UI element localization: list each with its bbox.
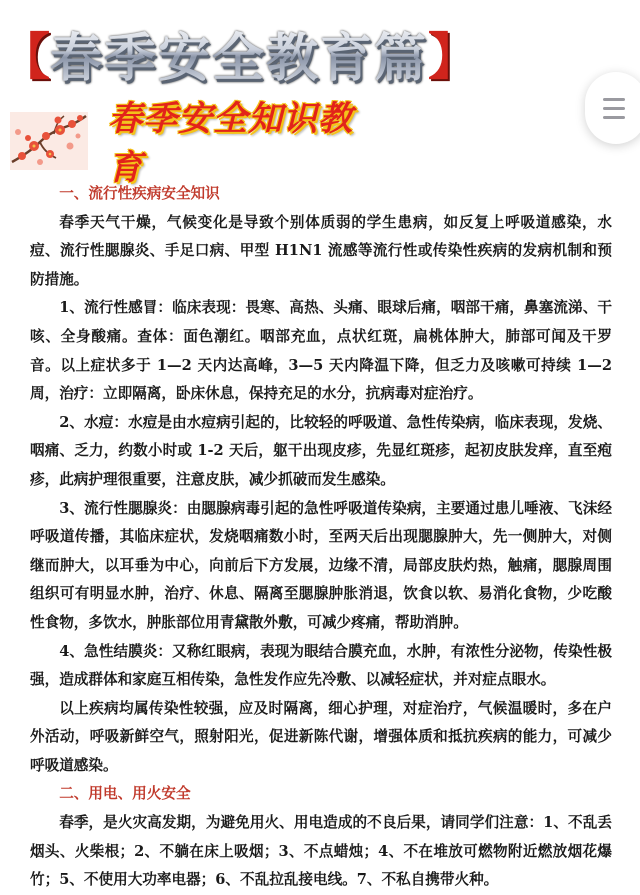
- menu-line: [603, 116, 625, 119]
- paragraph: 2、水痘：水痘是由水痘病引起的，比较轻的呼吸道、急性传染病，临床表现，发烧、咽痛、乏力，约数小时或 1-2 天后，躯干出现皮疹，先显红斑疹，起初皮肤发痒，直至疱疹，此病护理很重要，注意皮肤，减少抓破而发生感染。: [30, 413, 612, 488]
- paragraph: 春季天气干燥，气候变化是导致个别体质弱的学生患病，如反复上呼吸道感染，水痘、流行性腮腺炎、手足口病、甲型 H1N1 流感等流行性或传染性疾病的发病机制和预防措施。: [30, 213, 612, 288]
- plum-blossom-icon: [10, 112, 88, 170]
- section-heading: 二、用电、用火安全: [59, 785, 191, 803]
- hamburger-menu-icon[interactable]: [585, 72, 640, 144]
- article-body: [30, 180, 612, 895]
- banner-title: 春季安全教育篇: [50, 16, 428, 91]
- section-heading: 一、流行性疾病安全知识: [59, 185, 220, 202]
- section-subtitle: 春季安全知识教育: [108, 99, 353, 188]
- banner-bracket-left: 【: [0, 28, 50, 86]
- page-banner: [0, 14, 520, 92]
- paragraph: 春季，是火灾高发期，为避免用火、用电造成的不良后果，请同学们注意：1、不乱丢烟头、火柴根；2、不躺在床上吸烟；3、不点蜡烛；4、不在堆放可燃物附近燃放烟花爆竹；5、不使用大功率电器；6、不乱拉乱接电线。7、不私自携带火种。: [30, 814, 612, 889]
- paragraph: 1、流行性感冒：临床表现：畏寒、高热、头痛、眼球后痛，咽部干痛，鼻塞流涕、干咳、全身酸痛。查体：面色潮红。咽部充血，点状红斑，扁桃体肿大，肺部可闻及干罗音。以上症状多于 1—2 天内达高峰，3—5 天内降温下降，但乏力及咳嗽可持续 1—2 周，治疗：立即隔离，卧床休息，保持充足的水分，抗病毒对症治疗。: [30, 299, 612, 403]
- plum-blossom-image: [10, 112, 88, 170]
- paragraph: 以上疾病均属传染性较强，应及时隔离，细心护理，对症治疗，气候温暖时，多在户外活动，呼吸新鲜空气，照射阳光，促进新陈代谢，增强体质和抵抗疾病的能力，可减少呼吸道感染。: [30, 699, 612, 774]
- paragraph: 4、急性结膜炎：又称红眼病，表现为眼结合膜充血，水肿，有浓性分泌物，传染性极强，造成群体和家庭互相传染，急性发作应先冷敷、以减轻症状，并对症点眼水。: [30, 642, 612, 689]
- menu-line: [603, 107, 625, 110]
- paragraph: 3、流行性腮腺炎：由腮腺病毒引起的急性呼吸道传染病，主要通过患儿唾液、飞沫经呼吸道传播，其临床症状，发烧咽痛数小时，至两天后出现腮腺肿大，先一侧肿大，对侧继而肿大，以耳垂为中心，向前后下方发展，边缘不清，局部皮肤灼热，触痛，腮腺周围组织可有明显水肿，治疗、休息、隔离至腮腺肿胀消退，饮食以软、易消化食物，少吃酸性食物，多饮水，肿胀部位用青黛散外敷，可减少疼痛，帮助消肿。: [30, 499, 612, 631]
- banner-bracket-right: 】: [428, 28, 479, 86]
- menu-line: [603, 98, 625, 101]
